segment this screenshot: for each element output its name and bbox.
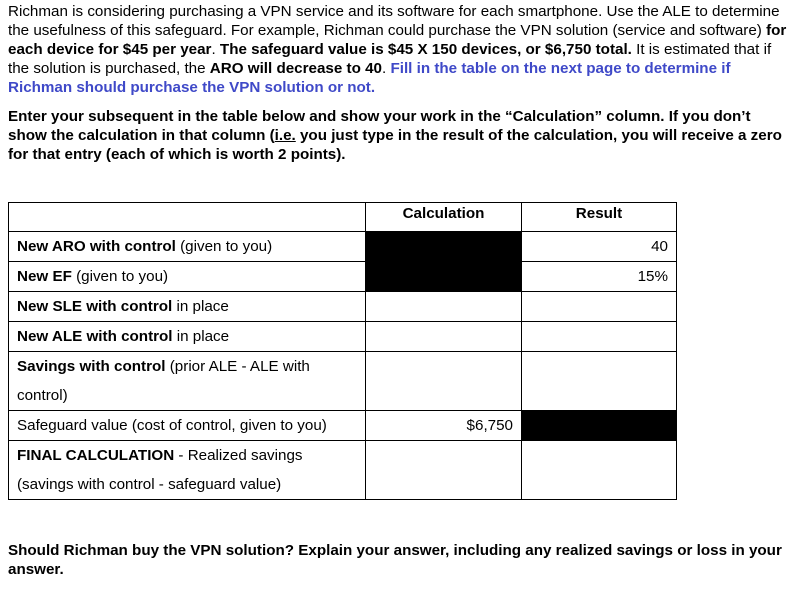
row-label (9, 292, 366, 322)
result-cell[interactable] (522, 352, 677, 411)
row-label-rest: (given to you) (71, 268, 169, 285)
row-label-rest: (prior ALE - ALE with control) (17, 358, 310, 404)
instructions-text: Enter your subsequent in the table below and show your work in the “Calculation” column. If you don’t show the calculation in that column ( (8, 108, 751, 144)
row-label-rest: Safeguard value (cost of control, given to you) (17, 417, 327, 434)
calculation-cell[interactable] (366, 441, 522, 500)
table-row (9, 262, 677, 292)
result-cell[interactable]: 15% (522, 262, 677, 292)
intro-aro-change: ARO will decrease to 40 (209, 60, 382, 77)
row-label-bold: FINAL CALCULATION (17, 447, 175, 464)
instructions-paragraph (8, 107, 790, 164)
table-row (9, 441, 677, 500)
row-label-bold: New ALE with control (17, 328, 173, 345)
row-label-bold: Savings with control (17, 358, 166, 375)
row-label (9, 322, 366, 352)
row-label-bold: New ARO with control (17, 238, 176, 255)
result-cell[interactable] (522, 441, 677, 500)
row-label (9, 232, 366, 262)
row-label-bold: New SLE with control (17, 298, 173, 315)
row-label (9, 411, 366, 441)
row-label-rest: in place (172, 298, 229, 315)
result-cell[interactable]: 40 (522, 232, 677, 262)
row-label (9, 441, 366, 500)
calculation-cell-redacted (366, 262, 522, 292)
intro-text: Richman is considering purchasing a VPN service and its software for each smartphone. Use the ALE to determine the usefulness of this safeguard. For example, Richman could purchase the VPN solution (service and software) (8, 3, 780, 39)
table-row (9, 322, 677, 352)
table-row (9, 352, 677, 411)
intro-per-device-cost: for each device for $45 per year (8, 22, 787, 58)
instructions-ie: i.e. (274, 127, 296, 144)
row-label-rest: - Realized savings (savings with control - safeguard value) (17, 447, 303, 493)
result-cell-redacted (522, 411, 677, 441)
row-label-rest: (given to you) (175, 238, 273, 255)
row-label-bold: New EF (17, 268, 72, 285)
intro-fill-in-note: Fill in the table on the next page to determine if Richman should purchase the VPN solution or not. (8, 60, 731, 96)
header-label (9, 203, 366, 232)
row-label (9, 352, 366, 411)
table-row (9, 411, 677, 441)
table-row (9, 292, 677, 322)
row-label-rest: in place (172, 328, 230, 345)
table-row (9, 232, 677, 262)
calculation-cell-redacted (366, 232, 522, 262)
result-cell[interactable] (522, 292, 677, 322)
calculation-cell[interactable]: $6,750 (366, 411, 522, 441)
ale-worksheet-table (8, 202, 677, 500)
result-cell[interactable] (522, 322, 677, 352)
final-question: Should Richman buy the VPN solution? Explain your answer, including any realized savings or loss in your answer. (8, 542, 782, 578)
row-label (9, 262, 366, 292)
calculation-cell[interactable] (366, 322, 522, 352)
instructions-text: you just type in the result of the calculation, you will receive a zero for that entry (each of which is worth 2 points). (8, 127, 782, 163)
header-result: Result (522, 203, 677, 232)
calculation-cell[interactable] (366, 292, 522, 322)
header-calculation: Calculation (366, 203, 522, 232)
intro-text: . (211, 41, 220, 58)
table-header-row (9, 203, 677, 232)
intro-safeguard-value: The safeguard value is $45 X 150 devices, or $6,750 total. (219, 41, 632, 58)
intro-text: . (382, 60, 391, 77)
intro-paragraph (8, 2, 790, 97)
intro-text: It is estimated that if the solution is purchased, the (8, 41, 772, 77)
calculation-cell[interactable] (366, 352, 522, 411)
